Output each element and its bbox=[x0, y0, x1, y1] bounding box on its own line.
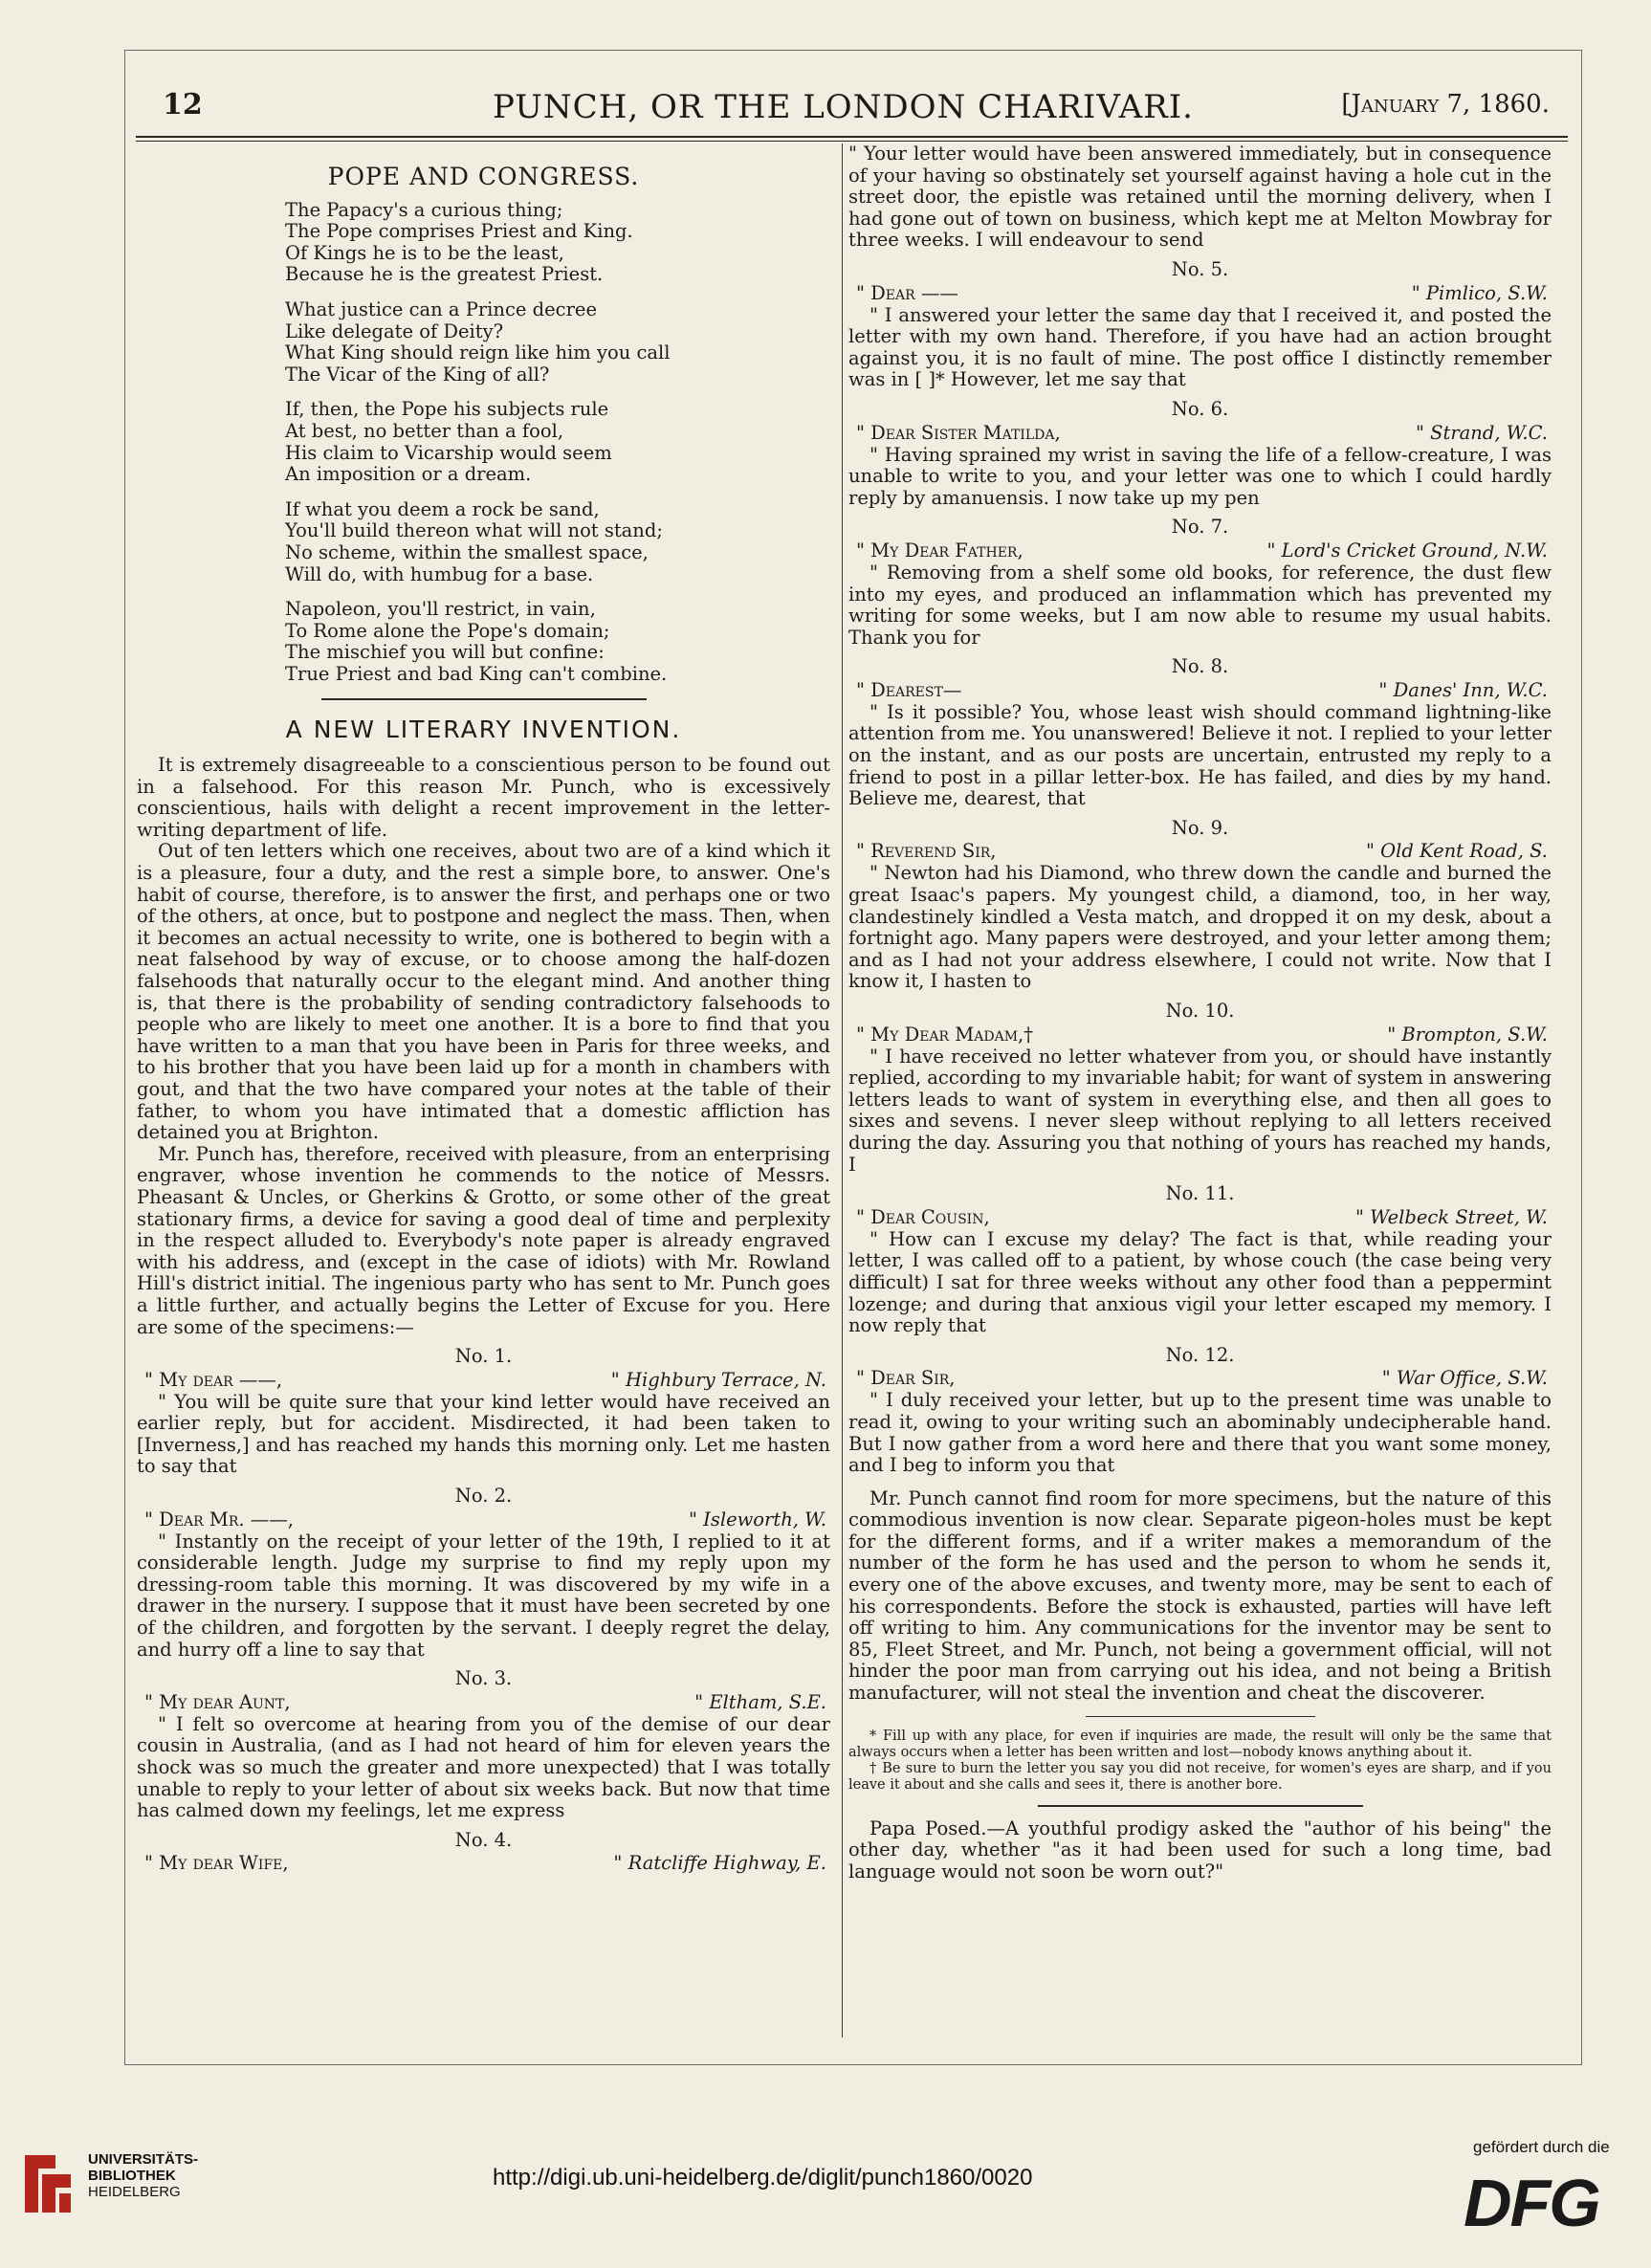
letter-salutation-row bbox=[848, 1024, 1552, 1046]
poem-stanza bbox=[285, 399, 830, 485]
letter-body: " Your letter would have been answered immediately, but in consequence of your having so obstinately set yourself against having a hole cut in the street door, the epistle was retained until the morning delivery, when I had gone out of town on business, which kept me at Melton Mowbray for three weeks. I will endeavour to send bbox=[848, 143, 1552, 252]
closing-paragraph: Mr. Punch cannot find room for more specimens, but the nature of this commodious invention is now clear. Separate pigeon-holes must be kept for the different forms, and if a writer makes a memorandum of the number of the form he has used and the person to whom he sends it, every one of the above excuses, and twenty more, may be sent to each of his correspondents. Before the stock is exhausted, parties will have left off writing to him. Any communications for the inventor may be sent to 85, Fleet Street, and Mr. Punch, not being a government official, will not hinder the poor man from carrying out his idea, and not being a British manufacturer, will not steal the invention and cheat the discoverer. bbox=[848, 1486, 1552, 1705]
poem-line: True Priest and bad King can't combine. bbox=[285, 662, 668, 685]
letter-salutation: " Reverend Sir, bbox=[856, 840, 997, 863]
masthead-title: PUNCH, OR THE LONDON CHARIVARI. bbox=[493, 88, 1194, 126]
header-rule bbox=[136, 136, 1568, 138]
letter-number: No. 3. bbox=[454, 1667, 513, 1690]
library-name-line: HEIDELBERG bbox=[88, 2184, 181, 2200]
poem-line: The Pope comprises Priest and King. bbox=[285, 220, 633, 243]
letter-salutation-row bbox=[848, 423, 1552, 445]
article-paragraph: It is extremely disagreeable to a conscientious person to be found out in a falsehood. For this reason Mr. Punch, who is excessively conscientious, hails with delight a recent improvement in the letter-writing department of life. bbox=[137, 754, 830, 841]
poem-line: Because he is the greatest Priest. bbox=[285, 263, 604, 286]
poem-line: Napoleon, you'll restrict, in vain, bbox=[285, 598, 596, 621]
poem-stanza bbox=[285, 299, 830, 385]
footnote: * Fill up with any place, for even if inquiries are made, the result will only be the same that always occurs when a letter has been written and lost—nobody knows anything about it. bbox=[848, 1728, 1552, 1760]
poem-line: At best, no better than a fool, bbox=[285, 419, 564, 442]
permalink[interactable]: http://digi.ub.uni-heidelberg.de/diglit/punch1860/0020 bbox=[493, 2165, 1033, 2191]
poem-line: Of Kings he is to be the least, bbox=[285, 241, 564, 264]
letter-body: " Having sprained my wrist in saving the life of a fellow-creature, I was unable to write to you, and your letter was one to which I could hardly reply by amanuensis. I now take up my pen bbox=[848, 443, 1552, 509]
poem-line: To Rome alone the Pope's domain; bbox=[285, 619, 610, 642]
letter-salutation-row bbox=[137, 1509, 830, 1531]
letter-salutation: " Dearest— bbox=[856, 678, 962, 701]
letter-address: " Lord's Cricket Ground, N.W. bbox=[1266, 539, 1548, 561]
letter-address: " Pimlico, S.W. bbox=[1411, 281, 1548, 304]
letter-salutation: " Dear —— bbox=[856, 281, 958, 304]
letter-number: No. 10. bbox=[1165, 1000, 1235, 1022]
letter-address: " Danes' Inn, W.C. bbox=[1378, 678, 1548, 701]
letter-number: No. 9. bbox=[1171, 816, 1229, 839]
poem-line: An imposition or a dream. bbox=[285, 463, 532, 486]
letter-body: " Removing from a shelf some old books, for reference, the dust flew into my eyes, and produced an inflammation which has prevented my writing for some weeks, but I am now able to resume my usual habits. Thank you for bbox=[848, 561, 1552, 649]
poem-line: The mischief you will but confine: bbox=[285, 641, 605, 664]
poem-line: His claim to Vicarship would seem bbox=[285, 441, 612, 464]
dfg-logo-icon: DFG bbox=[1464, 2166, 1599, 2240]
poem-stanza bbox=[285, 200, 830, 286]
letter-address: " Welbeck Street, W. bbox=[1354, 1205, 1548, 1228]
letter-body: " I felt so overcome at hearing from you of the demise of our dear cousin in Australia, (and as I had not heard of him for eleven years the shock was so much the greater and more unexpected) that I was totally unable to reply to your letter of about six weeks back. But now that time has calmed down my feelings, let me express bbox=[137, 1712, 830, 1822]
letter-salutation-row bbox=[137, 1370, 830, 1392]
article-title: A NEW LITERARY INVENTION. bbox=[285, 716, 682, 744]
letter-address: " Old Kent Road, S. bbox=[1365, 840, 1548, 863]
poem-line: The Papacy's a curious thing; bbox=[285, 198, 563, 221]
letter-salutation: " Dear Sister Matilda, bbox=[856, 421, 1061, 444]
letter-salutation: " Dear Mr. ——, bbox=[144, 1508, 294, 1530]
joke-paragraph: Papa Posed.—A youthful prodigy asked the "author of his being" the other day, whether "as it had been used for such a long time, bad language would not soon be worn out?" bbox=[848, 1817, 1552, 1883]
section-separator bbox=[1038, 1805, 1363, 1807]
letter-salutation-row bbox=[848, 1207, 1552, 1229]
letter-salutation: " My dear Wife, bbox=[144, 1852, 289, 1875]
letter-body: " You will be quite sure that your kind letter would have received an earlier reply, but for accident. Misdirected, it had been taken to [Inverness,] and has reached my hands this morning only. Let me hasten to say that bbox=[137, 1390, 830, 1478]
poem-line: If, then, the Pope his subjects rule bbox=[285, 398, 609, 421]
poem-line: Will do, with humbug for a base. bbox=[285, 562, 594, 585]
letter-body: " How can I excuse my delay? The fact is that, while reading your letter, I was called off to a patient, by whose couch (the case being very difficult) I sat for three weeks without any other food than a peppermint lozenge; and during that anxious vigil your letter escaped my memory. I now reply that bbox=[848, 1227, 1552, 1337]
letter-salutation: " Dear Cousin, bbox=[856, 1205, 990, 1228]
article-paragraph: Mr. Punch has, therefore, received with pleasure, from an enterprising engraver, whose invention he commends to the notice of Messrs. Pheasant & Uncles, or Gherkins & Grotto, or some other of the great stationary firms, a device for saving a good deal of time and perplexity in the respect alluded to. Everybody's note paper is already engraved with his address, and (except in the case of idiots) with Mr. Rowland Hill's district initial. The ingenious party who has sent to Mr. Punch goes a little further, and actually begins the Letter of Excuse for you. Here are some of the specimens:— bbox=[137, 1142, 830, 1338]
letter-number: No. 8. bbox=[1171, 655, 1229, 678]
letter-number: No. 12. bbox=[1165, 1343, 1235, 1366]
letter-number: No. 5. bbox=[1171, 257, 1229, 280]
funder-caption: gefördert durch die bbox=[1473, 2138, 1610, 2156]
right-column bbox=[848, 143, 1552, 1883]
letter-salutation: " Dear Sir, bbox=[856, 1367, 956, 1390]
poem-line: The Vicar of the King of all? bbox=[285, 363, 550, 385]
letter-salutation-row bbox=[848, 680, 1552, 702]
poem-line: If what you deem a rock be sand, bbox=[285, 497, 600, 520]
letter-salutation: " My Dear Madam,† bbox=[856, 1023, 1033, 1046]
university-library-logo-icon bbox=[17, 2146, 78, 2220]
letter-number: No. 2. bbox=[454, 1485, 513, 1508]
letter-address: " War Office, S.W. bbox=[1381, 1367, 1548, 1390]
letter-address: " Brompton, S.W. bbox=[1387, 1023, 1548, 1046]
letter-number: No. 4. bbox=[454, 1828, 513, 1851]
letter-body: " I have received no letter whatever from you, or should have instantly replied, according to my invariable habit; for want of system in answering letters leads to want of system in everything else, and then all goes to sixes and sevens. I never sleep without replying to all letters received during the day. Assuring you that nothing of yours has reached my hands, I bbox=[848, 1045, 1552, 1176]
page-header bbox=[163, 88, 1550, 132]
library-name-line: BIBLIOTHEK bbox=[88, 2168, 176, 2184]
letter-salutation-row bbox=[848, 841, 1552, 863]
poem-title: POPE AND CONGRESS. bbox=[327, 163, 640, 190]
footer-bar bbox=[0, 2109, 1651, 2268]
letter-address: " Eltham, S.E. bbox=[694, 1690, 826, 1713]
header-rule-thin bbox=[136, 141, 1568, 142]
column-divider bbox=[842, 143, 843, 2037]
poem-line: What justice can a Prince decree bbox=[285, 297, 597, 320]
letter-body: " I answered your letter the same day that I received it, and posted the letter with my own hand. Therefore, if you have had an action brought against you, it is no fault of mine. The post office I distinctly remember was in [ ]* However, let me say that bbox=[848, 303, 1552, 391]
issue-date: [January 7, 1860. bbox=[1341, 90, 1550, 119]
letter-body: " Instantly on the receipt of your letter of the 19th, I replied to it at considerable length. Judge my surprise to find my reply upon my dressing-room table this morning. It was discovered by my wife in a drawer in the nursery. I suppose that it must have been secreted by one of the children, and forgotten by the servant. I deeply regret the delay, and hurry off a line to say that bbox=[137, 1530, 830, 1661]
letter-body: " Is it possible? You, whose least wish should command lightning-like attention from me. You unanswered! Believe it not. I replied to your letter on the instant, and as our posts are uncertain, entrusted my reply to a friend to post in a pillar letter-box. He has failed, and dies by my hand. Believe me, dearest, that bbox=[848, 700, 1552, 810]
letter-salutation: " My dear Aunt, bbox=[144, 1690, 291, 1713]
letter-body: " Newton had his Diamond, who threw down the candle and burned the great Isaac's papers. My youngest child, a diamond, too, in her way, clandestinely kindled a Vesta match, and dropped it on my desk, about a fortnight ago. Many papers were destroyed, and your letter among them; and as I had not your address elsewhere, I could not write. Now that I know it, I hasten to bbox=[848, 862, 1552, 993]
poem-line: You'll build thereon what will not stand; bbox=[285, 519, 663, 542]
section-separator bbox=[321, 698, 647, 700]
poem-line: Like delegate of Deity? bbox=[285, 319, 504, 342]
letter-salutation-row bbox=[848, 540, 1552, 562]
letter-number: No. 11. bbox=[1165, 1182, 1235, 1205]
poem-line: What King should reign like him you call bbox=[285, 341, 671, 364]
letter-salutation-row bbox=[137, 1853, 830, 1875]
letter-address: " Highbury Terrace, N. bbox=[610, 1368, 826, 1391]
letter-salutation-row bbox=[848, 283, 1552, 305]
letter-salutation: " My dear ——, bbox=[144, 1368, 283, 1391]
poem-line: No scheme, within the smallest space, bbox=[285, 540, 649, 563]
letter-number: No. 1. bbox=[454, 1345, 513, 1368]
letter-number: No. 7. bbox=[1171, 516, 1229, 539]
letter-body: " I duly received your letter, but up to the present time was unable to read it, owing to your writing such an abominably undecipherable hand. But I now gather from a word here and there that you want some money, and I beg to inform you that bbox=[848, 1389, 1552, 1477]
library-name bbox=[88, 2151, 198, 2200]
poem-stanza bbox=[285, 599, 830, 685]
left-column bbox=[137, 143, 830, 1875]
article-paragraph: Out of ten letters which one receives, about two are of a kind which it is a pleasure, four a duty, and the rest a simple bore, to answer. One's habit of course, therefore, is to answer the first, and perhaps one or two of the others, at once, but to postpone and neglect the mass. Then, when it becomes an actual necessity to write, one is bothered to begin with a neat falsehood by way of excuse, or to choose among the half-dozen falsehoods that naturally occur to the elegant mind. And another thing is, that there is the probability of sending contradictory falsehoods to people who are likely to meet one another. It is a bore to find that you have written to a man that you have been in Paris for three weeks, and to his brother that you have been laid up for a month in chambers with gout, and that the two have compared your notes at the table of their father, to whom you have intimated that a domestic affliction has detained you at Brighton. bbox=[137, 840, 830, 1144]
letter-salutation-row bbox=[848, 1368, 1552, 1390]
letter-address: " Strand, W.C. bbox=[1415, 421, 1548, 444]
library-name-line: UNIVERSITÄTS- bbox=[88, 2151, 199, 2168]
letter-number: No. 6. bbox=[1171, 397, 1229, 420]
footnote: † Be sure to burn the letter you say you did not receive, for women's eyes are sharp, and if you leave it about and she calls and sees it, there is another bore. bbox=[848, 1760, 1552, 1793]
letter-salutation: " My Dear Father, bbox=[856, 539, 1024, 561]
page-number: 12 bbox=[163, 88, 203, 121]
letter-address: " Isleworth, W. bbox=[688, 1508, 826, 1530]
letter-address: " Ratcliffe Highway, E. bbox=[613, 1852, 826, 1875]
poem-stanza bbox=[285, 499, 830, 585]
footnote-separator bbox=[1086, 1716, 1315, 1717]
letter-salutation-row bbox=[137, 1692, 830, 1714]
